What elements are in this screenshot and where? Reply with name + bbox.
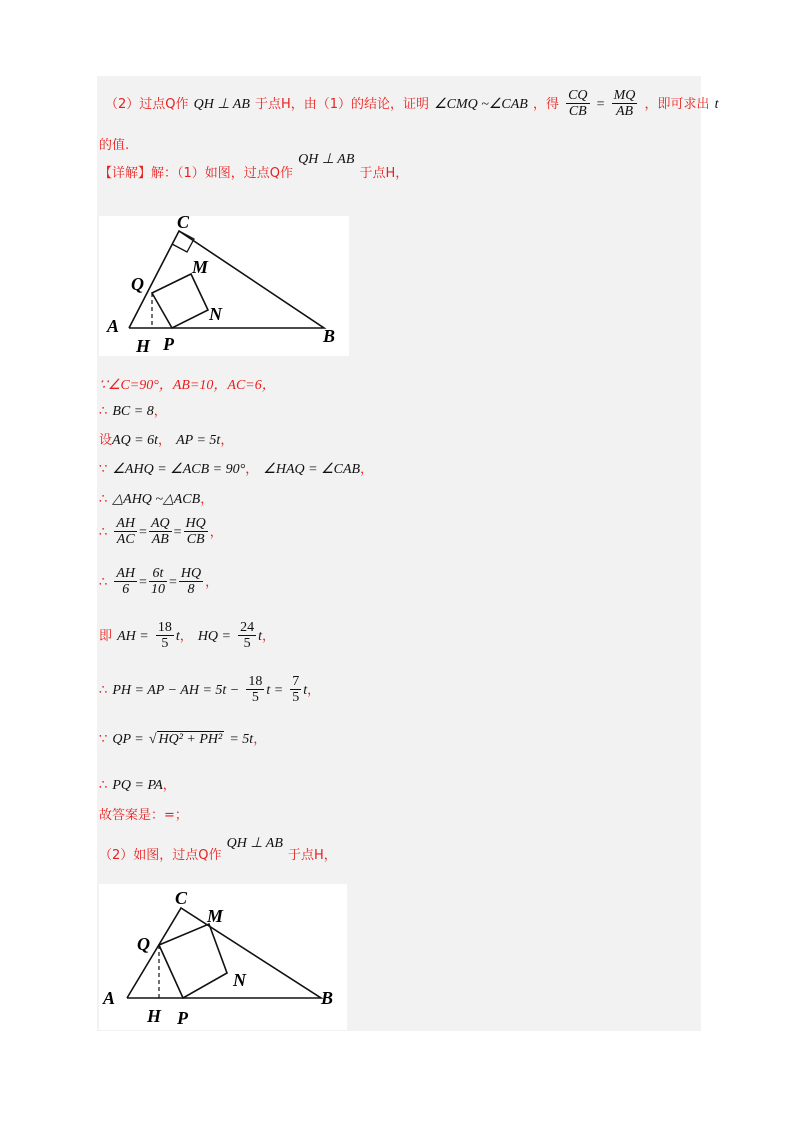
detail-text: 解：（1）如图，过点Q作 <box>151 166 294 181</box>
fig2-label-m: M <box>207 906 224 926</box>
fig2-label-a: A <box>103 988 116 1008</box>
step-11: ∴ PQ = PA， <box>99 778 176 793</box>
triangle-figure-2 <box>99 884 347 1030</box>
fig2-label-p: P <box>177 1008 188 1028</box>
solution-panel <box>97 76 719 1031</box>
part2-line: （2）如图，过点Q作 QH ⊥ AB 于点H， <box>99 836 337 863</box>
step-1: ∵∠C=90°，AB=10，AC=6， <box>99 378 276 393</box>
step-4: ∵ ∠AHQ = ∠ACB = 90°， ∠HAQ = ∠CAB， <box>99 462 374 477</box>
detail-perp-expr: QH ⊥ AB <box>298 152 355 167</box>
hint-variable: t <box>714 97 719 112</box>
step-9: ∴ PH = AP − AH = 5t − $\frac{18}{5}$ t = $\frac{7}{5}$ t， <box>99 674 321 705</box>
step-2: ∴ BC = 8， <box>99 404 167 419</box>
fig1-label-q: Q <box>131 274 144 294</box>
detail-after: 于点H， <box>359 166 409 181</box>
step-3: 设AQ = 6t， AP = 5t， <box>99 433 234 448</box>
fig1-label-m: M <box>192 257 209 277</box>
fig2-label-n: N <box>233 970 246 990</box>
step-8: 即 AH = $\frac{18}{5}$ t， HQ = $\frac{24}{5}$ t， <box>99 620 275 651</box>
hint-equals: = <box>596 97 605 112</box>
figure-1 <box>99 216 349 356</box>
step-7: ∴ $\frac{AH}{6}$ = $\frac{6t}{10}$ = $\frac{HQ}{8}$ ， <box>99 566 219 597</box>
figure-2 <box>99 884 347 1030</box>
hint-get: ，得 <box>532 97 559 112</box>
triangle-figure-1 <box>99 216 349 356</box>
hint-similar-expr: ∠CMQ ~∠CAB <box>434 97 528 112</box>
fig2-label-h: H <box>147 1006 162 1026</box>
hint-prefix: （2）过点Q作 <box>105 97 189 112</box>
hint-fraction-mq-ab: $\frac{MQ}{AB}$ <box>613 88 636 119</box>
fig1-label-a: A <box>107 316 120 336</box>
hint-line-2: 的值. <box>99 138 130 153</box>
fig2-label-b: B <box>321 988 334 1008</box>
hint-perp-expr: QH ⊥ AB <box>193 97 250 112</box>
fig2-label-c: C <box>175 888 188 908</box>
hint-line-1 <box>105 88 718 119</box>
step-5: ∴ △AHQ ~△ACB， <box>99 492 214 507</box>
fig1-label-h: H <box>136 336 151 356</box>
fig1-label-p: P <box>163 334 174 354</box>
step-12: 故答案是：=； <box>99 808 188 823</box>
detail-line <box>99 152 409 182</box>
step-10: ∵ QP = √ HQ² + PH² = 5t， <box>99 732 267 747</box>
fig1-label-c: C <box>177 216 190 232</box>
step-6: ∴ $\frac{AH}{AC}$ = $\frac{AQ}{AB}$ = $\frac{HQ}{CB}$ ， <box>99 516 223 547</box>
hint-tail: ，即可求出 <box>644 97 710 112</box>
fig2-label-q: Q <box>137 934 150 954</box>
fig1-label-b: B <box>323 326 336 346</box>
hint-mid: 于点H，由（1）的结论，证明 <box>254 97 430 112</box>
fig1-label-n: N <box>209 304 222 324</box>
hint-fraction-cq-cb: $\frac{CQ}{CB}$ <box>568 88 588 119</box>
detail-label: 【详解】 <box>99 166 152 181</box>
